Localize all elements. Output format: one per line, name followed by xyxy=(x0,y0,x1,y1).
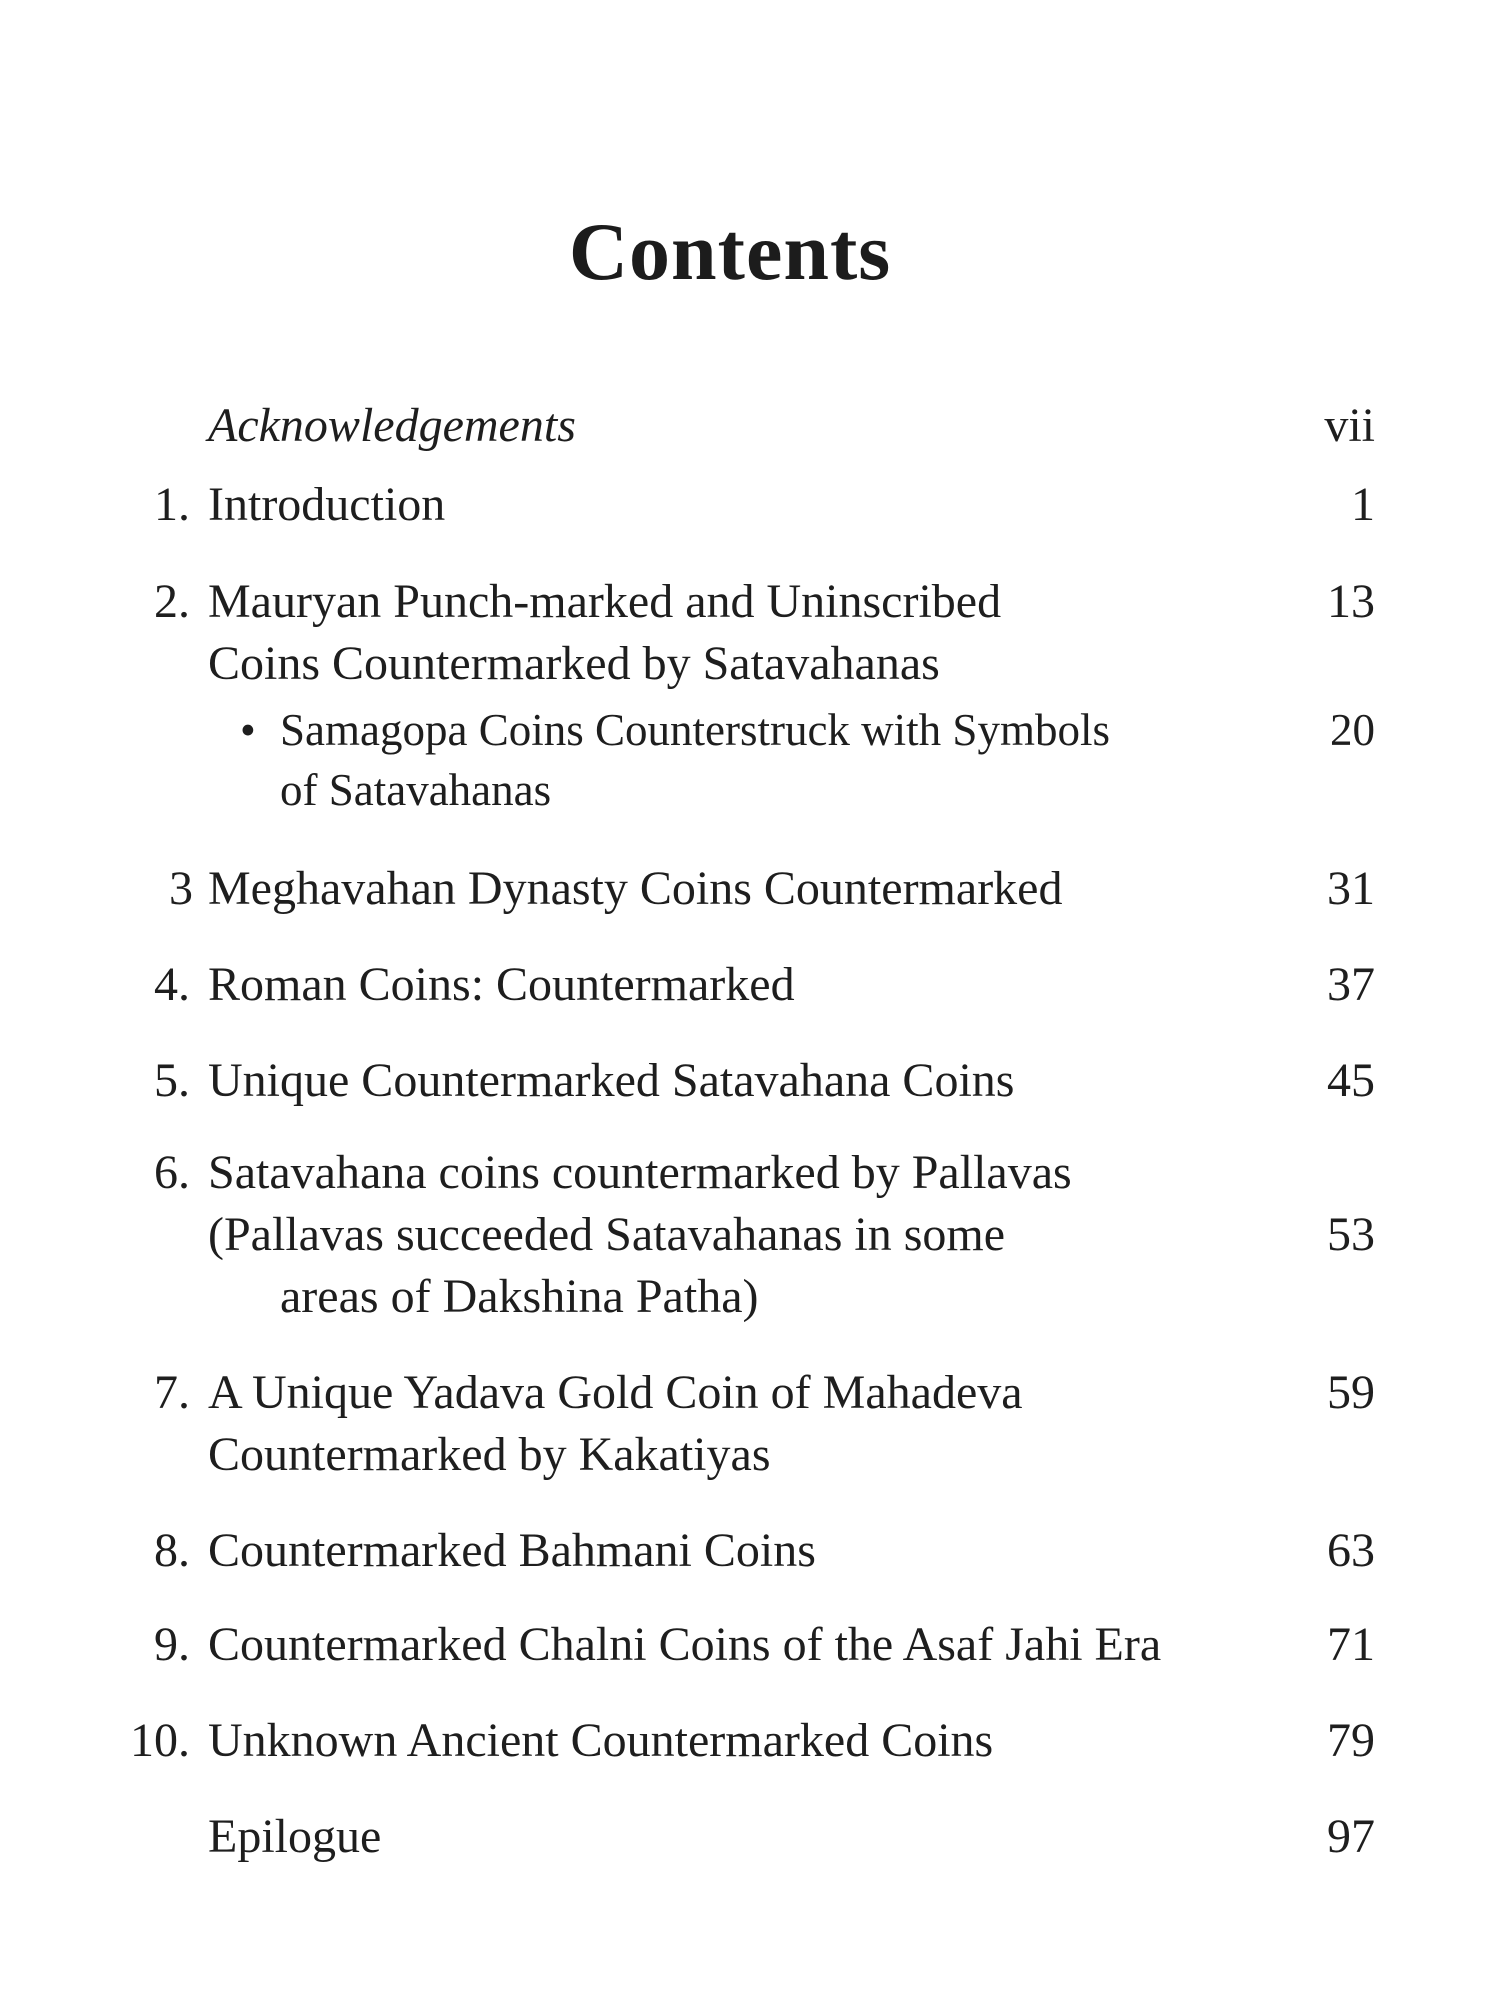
toc-entry-title: Unknown Ancient Countermarked Coins xyxy=(208,1714,994,1767)
toc-entry-title: Acknowledgements xyxy=(208,399,576,452)
toc-entry-title: Introduction xyxy=(208,478,446,531)
toc-entry-number: 2. xyxy=(154,575,190,628)
toc-entry-number: 6. xyxy=(154,1146,190,1199)
toc-entry-title: Unique Countermarked Satavahana Coins xyxy=(208,1054,1015,1107)
toc-subentry-page: 20 xyxy=(1330,705,1375,755)
toc-entry-title-line: Countermarked by Kakatiyas xyxy=(208,1428,771,1481)
toc-entry-number: 5. xyxy=(154,1054,190,1107)
toc-entry-page: 45 xyxy=(1327,1054,1375,1107)
toc-entry-page: 1 xyxy=(1351,478,1375,531)
toc-entry-title: Countermarked Chalni Coins of the Asaf Jahi Era xyxy=(208,1618,1162,1671)
toc-entry-number: 3 xyxy=(169,862,193,915)
toc-entry-page: 59 xyxy=(1327,1366,1375,1419)
toc-subentry-title xyxy=(280,700,1110,820)
toc-entry-page: 79 xyxy=(1327,1714,1375,1767)
toc-entry-title-line: Coins Countermarked by Satavahanas xyxy=(208,637,940,690)
toc-entry-page: 63 xyxy=(1327,1524,1375,1577)
toc-entry-title: Countermarked Bahmani Coins xyxy=(208,1524,816,1577)
toc-subentry-title-line: Samagopa Coins Counterstruck with Symbols xyxy=(280,705,1110,755)
bullet-icon: • xyxy=(240,705,256,755)
toc-entry-title: Roman Coins: Countermarked xyxy=(208,958,795,1011)
toc-subentry-title-line: of Satavahanas xyxy=(280,765,552,815)
toc-entry-page: 37 xyxy=(1327,958,1375,1011)
toc-entry-page: 31 xyxy=(1327,862,1375,915)
toc-entry-title-line: Satavahana coins countermarked by Pallavas xyxy=(208,1146,1072,1199)
toc-entry-title xyxy=(208,1142,1208,1328)
toc-entry-number: 9. xyxy=(154,1618,190,1671)
toc-entry-title xyxy=(208,571,1208,695)
toc-entry-title xyxy=(208,1362,1208,1486)
toc-entry-page: 13 xyxy=(1327,575,1375,628)
toc-entry-page: 71 xyxy=(1327,1618,1375,1671)
toc-entry-number: 10. xyxy=(130,1714,190,1767)
toc-entry-title-line: areas of Dakshina Patha) xyxy=(280,1270,759,1323)
toc-entry-page: vii xyxy=(1324,399,1375,452)
toc-entry-title: Epilogue xyxy=(208,1810,382,1863)
toc-entry-number: 4. xyxy=(154,958,190,1011)
toc-entry-title-line: (Pallavas succeeded Satavahanas in some xyxy=(208,1208,1006,1261)
page-title: Contents xyxy=(568,206,892,297)
toc-entry-number: 7. xyxy=(154,1366,190,1419)
toc-entry-page: 97 xyxy=(1327,1810,1375,1863)
toc-entry-number: 8. xyxy=(154,1524,190,1577)
toc-entry-title: Meghavahan Dynasty Coins Countermarked xyxy=(208,862,1063,915)
toc-entry-number: 1. xyxy=(154,478,190,531)
toc-entry-title-line: Mauryan Punch-marked and Uninscribed xyxy=(208,575,1002,628)
toc-entry-title-line: A Unique Yadava Gold Coin of Mahadeva xyxy=(208,1366,1023,1419)
toc-entry-page: 53 xyxy=(1327,1208,1375,1261)
